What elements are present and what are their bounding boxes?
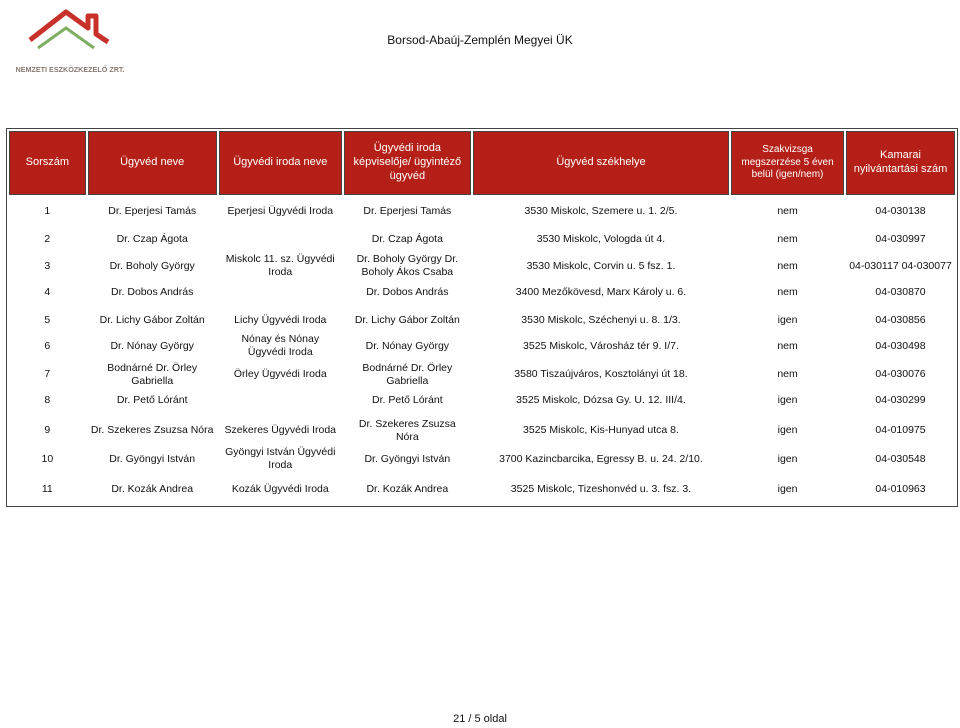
col-header-office-name: Ügyvédi iroda neve: [219, 131, 342, 195]
cell-number: 6: [44, 339, 51, 352]
cell-registry-number: 04-030548: [875, 452, 926, 465]
cell-lawyer-name: Dr. Boholy György: [109, 259, 195, 272]
cell-number: 5: [44, 313, 51, 326]
col-header-representative: Ügyvédi iroda képviselője/ ügyintéző ügyvéd: [344, 131, 471, 195]
cell-registry-number: 04-010963: [875, 482, 926, 495]
cell-exam: igen: [777, 394, 798, 407]
cell-seat: 3530 Miskolc, Széchenyi u. 8. 1/3.: [521, 313, 681, 326]
table-row: [9, 201, 955, 223]
cell-number: 9: [44, 424, 51, 437]
cell-exam: nem: [777, 259, 798, 272]
cell-number: 10: [41, 452, 54, 465]
cell-lawyer-name: Dr. Dobos András: [111, 285, 194, 298]
cell-representative: Dr. Boholy György Dr. Boholy Ákos Csaba: [356, 253, 459, 279]
cell-seat: 3400 Mezőkövesd, Marx Károly u. 6.: [515, 285, 687, 298]
cell-office-name: [219, 229, 342, 251]
cell-lawyer-name: Dr. Gyöngyi István: [109, 452, 196, 465]
table-row: [9, 281, 955, 303]
col-header-lawyer-name: Ügyvéd neve: [88, 131, 217, 195]
table-row: [9, 446, 955, 472]
cell-seat: 3525 Miskolc, Városház tér 9. I/7.: [523, 339, 679, 352]
cell-representative: Dr. Czap Ágota: [371, 233, 443, 246]
lawyer-register-table: [6, 128, 958, 507]
cell-number: 1: [44, 205, 51, 218]
cell-representative: Dr. Szekeres Zsuzsa Nóra: [358, 417, 456, 443]
cell-exam: igen: [777, 313, 798, 326]
cell-registry-number: 04-010975: [875, 424, 926, 437]
cell-exam: nem: [777, 205, 798, 218]
table-row: [9, 229, 955, 251]
page-number: 21 / 5 oldal: [453, 713, 507, 725]
cell-exam: nem: [777, 285, 798, 298]
cell-seat: 3530 Miskolc, Vologda út 4.: [536, 233, 666, 246]
cell-registry-number: 04-030138: [875, 205, 926, 218]
col-header-exam: Szakvizsga megszerzése 5 éven belül (igen/nem): [731, 131, 844, 195]
table-row: [9, 418, 955, 444]
cell-registry-number: 04-030856: [875, 313, 926, 326]
table-row: [9, 390, 955, 412]
cell-number: 3: [44, 259, 51, 272]
cell-seat: 3580 Tiszaújváros, Kosztolányi út 18.: [514, 368, 688, 381]
cell-lawyer-name: Dr. Nónay György: [110, 339, 194, 352]
cell-exam: nem: [777, 368, 798, 381]
cell-office-name: Miskolc 11. sz. Ügyvédi Iroda: [225, 253, 335, 279]
cell-representative: Dr. Nónay György: [365, 339, 450, 352]
col-header-seat: Ügyvéd székhelye: [473, 131, 729, 195]
cell-representative: Bodnárné Dr. Örley Gabriella: [362, 361, 453, 387]
cell-representative: Dr. Kozák Andrea: [366, 482, 449, 495]
cell-number: 4: [44, 285, 51, 298]
cell-representative: Dr. Dobos András: [366, 285, 449, 298]
cell-exam: igen: [777, 452, 798, 465]
cell-seat: 3525 Miskolc, Tizeshonvéd u. 3. fsz. 3.: [510, 482, 692, 495]
col-header-registry-number: Kamarai nyilvántartási szám: [846, 131, 955, 195]
cell-office-name: Eperjesi Ügyvédi Iroda: [227, 205, 334, 218]
cell-office-name: [219, 281, 342, 303]
cell-registry-number: 04-030076: [875, 368, 926, 381]
cell-number: 8: [44, 394, 51, 407]
cell-registry-number: 04-030997: [875, 233, 926, 246]
table-row: [9, 309, 955, 331]
cell-office-name: Szekeres Ügyvédi Iroda: [224, 424, 337, 437]
cell-seat: 3525 Miskolc, Dózsa Gy. U. 12. III/4.: [516, 394, 686, 407]
cell-exam: igen: [777, 482, 798, 495]
cell-lawyer-name: Dr. Pető Lóránt: [116, 394, 188, 407]
cell-registry-number: 04-030299: [875, 394, 926, 407]
table-row: [9, 333, 955, 359]
logo-text: NEMZETI ESZKÖZKEZELŐ ZRT.: [15, 65, 125, 74]
cell-office-name: Örley Ügyvédi Iroda: [233, 368, 327, 381]
table-row: [9, 362, 955, 388]
col-header-number: Sorszám: [9, 131, 86, 195]
cell-office-name: Gyöngyi István Ügyvédi Iroda: [225, 446, 336, 472]
document-title: Borsod-Abaúj-Zemplén Megyei ÜK: [387, 33, 573, 47]
cell-registry-number: 04-030117 04-030077: [849, 259, 952, 272]
cell-registry-number: 04-030498: [875, 339, 926, 352]
cell-number: 11: [41, 482, 53, 495]
cell-exam: nem: [777, 233, 798, 246]
cell-seat: 3530 Miskolc, Corvin u. 5 fsz. 1.: [526, 259, 676, 272]
cell-office-name: Kozák Ügyvédi Iroda: [231, 482, 329, 495]
cell-representative: Dr. Gyöngyi István: [364, 452, 451, 465]
cell-representative: Dr. Lichy Gábor Zoltán: [354, 313, 460, 326]
cell-lawyer-name: Dr. Eperjesi Tamás: [108, 205, 197, 218]
cell-seat: 3525 Miskolc, Kis-Hunyad utca 8.: [523, 424, 679, 437]
cell-lawyer-name: Dr. Kozák Andrea: [111, 482, 194, 495]
cell-registry-number: 04-030870: [875, 285, 926, 298]
cell-lawyer-name: Dr. Lichy Gábor Zoltán: [99, 313, 205, 326]
cell-office-name: Lichy Ügyvédi Iroda: [234, 313, 327, 326]
cell-number: 7: [44, 368, 51, 381]
cell-seat: 3700 Kazincbarcika, Egressy B. u. 24. 2/10.: [499, 452, 703, 465]
cell-lawyer-name: Dr. Szekeres Zsuzsa Nóra: [90, 424, 214, 437]
cell-office-name: [219, 390, 342, 412]
table-header-row: [9, 131, 955, 195]
table-row: [9, 478, 955, 500]
table-row: [9, 253, 955, 279]
cell-office-name: Nónay és Nónay Ügyvédi Iroda: [241, 333, 320, 359]
cell-exam: nem: [777, 339, 798, 352]
cell-lawyer-name: Bodnárné Dr. Örley Gabriella: [107, 361, 198, 387]
cell-number: 2: [44, 233, 51, 246]
cell-representative: Dr. Pető Lóránt: [372, 394, 443, 407]
cell-lawyer-name: Dr. Czap Ágota: [116, 233, 188, 246]
cell-representative: Dr. Eperjesi Tamás: [363, 205, 452, 218]
cell-seat: 3530 Miskolc, Szemere u. 1. 2/5.: [524, 205, 678, 218]
cell-exam: igen: [777, 424, 798, 437]
